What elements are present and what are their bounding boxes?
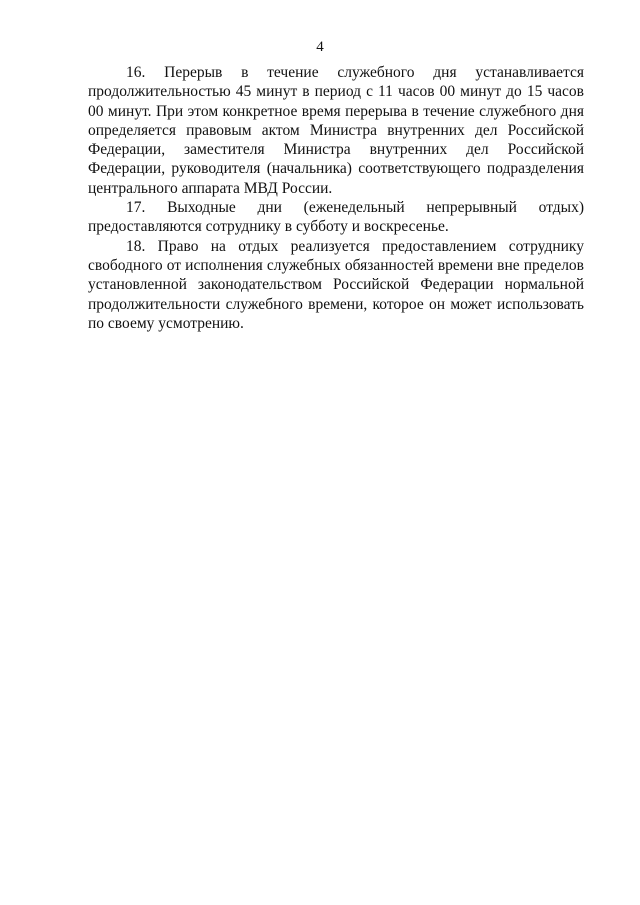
page-number: 4 — [316, 39, 324, 55]
paragraph-17: 17. Выходные дни (еженедельный непрерывный отдых) предоставляются сотруднику в субботу и воскресенье. — [88, 199, 584, 236]
paragraph-18: 18. Право на отдых реализуется предоставлением сотруднику свободного от исполнения служебных обязанностей времени вне пределов установленной законодательством Российской Федерации нормальной продолжительности служебного времени, которое он может использовать по своему усмотрению. — [88, 237, 584, 332]
paragraph-16: 16. Перерыв в течение служебного дня устанавливается продолжительностью 45 минут в период с 11 часов 00 минут до 15 часов 00 минут. При этом конкретное время перерыва в течение служебного дня определяется правовым актом Министра внутренних дел Российской Федерации, заместителя Министра внутренних дел Российской Федерации, руководителя (начальника) соответствующего подразделения центрального аппарата МВД России. — [88, 64, 584, 197]
document-body — [88, 63, 584, 333]
